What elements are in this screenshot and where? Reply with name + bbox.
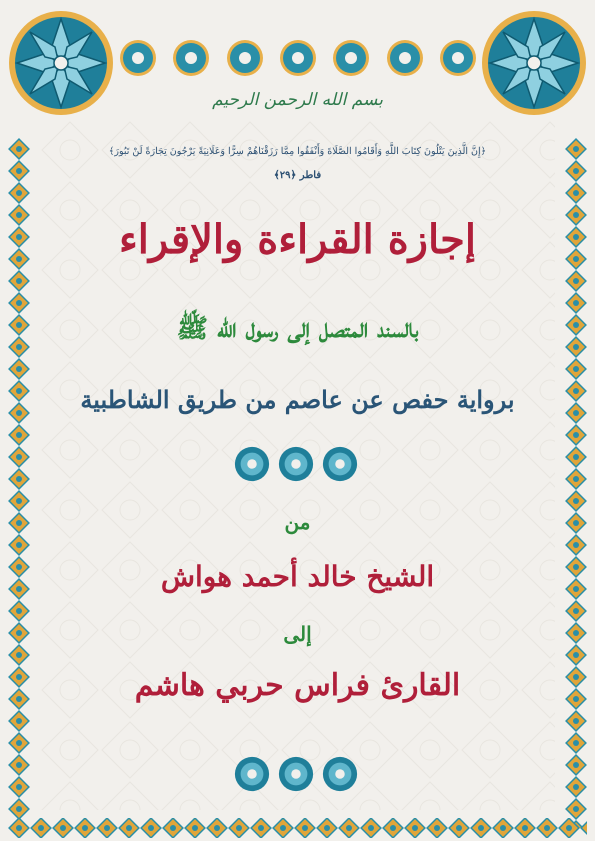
bottom-border: [8, 818, 587, 838]
flower-icon: [277, 755, 315, 793]
flower-icon: [331, 38, 371, 78]
certificate-subtitle: بالسند المتصل إلى رسول الله ﷺ: [176, 314, 419, 344]
flower-icon: [385, 38, 425, 78]
from-label: من: [284, 510, 311, 534]
verse-reference: فاطر ﴿٢٩﴾: [273, 170, 322, 181]
bottom-ornament: [233, 755, 359, 793]
top-ornament-row: [118, 38, 478, 82]
sheikh-name: الشيخ خالد أحمد هواش: [160, 560, 435, 593]
certificate-title: إجازة القراءة والإقراء: [119, 216, 476, 263]
flower-icon: [321, 755, 359, 793]
basmala: بسم الله الرحمن الرحيم: [212, 90, 383, 110]
flower-icon: [278, 38, 318, 78]
to-label: إلى: [283, 622, 312, 646]
flower-icon: [438, 38, 478, 78]
flower-icon: [233, 445, 271, 483]
flower-icon: [321, 445, 359, 483]
flower-icon: [277, 445, 315, 483]
quran-verse: ﴿إِنَّ الَّذِينَ يَتْلُونَ كِتَابَ اللَّهِ وَأَقَامُوا الصَّلَاةَ وَأَنْفَقُوا مِمَّا رَزَقْنَاهُمْ سِرًّا وَعَلَانِيَةً يَرْجُونَ تِجَارَةً لَنْ تَبُورَ﴾: [108, 146, 487, 157]
flower-icon: [171, 38, 211, 78]
flower-icon: [118, 38, 158, 78]
divider-ornament: [233, 445, 359, 483]
riwaya-line: برواية حفص عن عاصم من طريق الشاطبية: [80, 385, 515, 414]
flower-icon: [233, 755, 271, 793]
right-border: [565, 138, 587, 828]
student-name: القارئ فراس حربي هاشم: [134, 668, 461, 703]
left-border: [8, 138, 30, 828]
flower-icon: [225, 38, 265, 78]
